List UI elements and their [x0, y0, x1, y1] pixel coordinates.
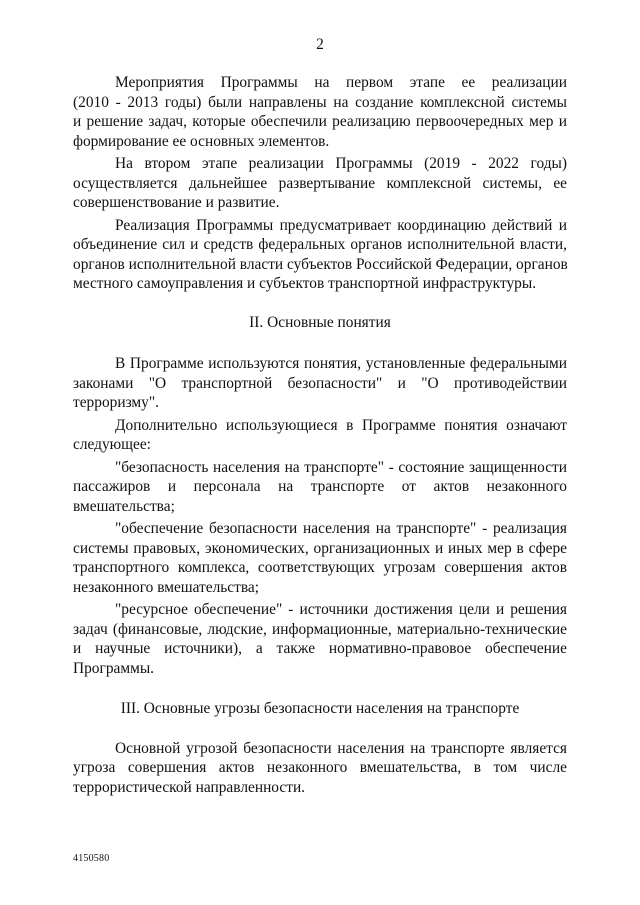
paragraph-line: и научные источники), а также нормативно-правовое обеспечение	[73, 640, 567, 657]
paragraph-line: "безопасность населения на транспорте" - состояние защищенности	[115, 458, 567, 476]
paragraph-line: формирование ее основных элементов.	[73, 132, 330, 150]
paragraph-line: местного самоуправления и субъектов транспортной инфраструктуры.	[73, 275, 537, 292]
document-code: 4150580	[73, 853, 110, 864]
paragraph-line: Реализация Программы предусматривает координацию действий и	[115, 216, 567, 234]
paragraph-line: осуществляется дальнейшее развертывание комплексной системы, ее	[73, 174, 567, 192]
paragraph-line: и решение задач, которые обеспечили реализацию первоочередных мер и	[73, 113, 567, 130]
paragraph-line: терроризму".	[73, 394, 160, 411]
paragraph-line: объединение сил и средств федеральных органов исполнительной власти,	[73, 236, 567, 253]
paragraph-main-threat	[73, 739, 567, 798]
paragraph-line: совершенствование и развитие.	[73, 194, 280, 211]
paragraph-line: транспортного комплекса, соответствующих угрозам совершения актов	[73, 559, 567, 576]
paragraph-line: пассажиров и персонала на транспорте от актов незаконного	[73, 478, 567, 495]
paragraph-line: органов исполнительной власти субъектов Российской Федерации, органов	[73, 255, 568, 273]
definition-security-provision	[73, 519, 567, 597]
section-heading-main-threats: III. Основные угрозы безопасности населения на транспорте	[120, 700, 520, 717]
paragraph-concepts-laws	[73, 354, 567, 413]
page-number: 2	[316, 36, 324, 53]
paragraph-additional-concepts	[73, 416, 567, 455]
document-body	[73, 73, 567, 797]
paragraph-line: Программы.	[73, 659, 155, 677]
paragraph-line: "обеспечение безопасности населения на транспорте" - реализация	[115, 520, 567, 537]
paragraph-line: системы правовых, экономических, организационных и иных мер в сфере	[73, 539, 567, 557]
paragraph-line: "ресурсное обеспечение" - источники достижения цели и решения	[115, 601, 567, 618]
paragraph-line: Мероприятия Программы на первом этапе ее реализации	[115, 74, 567, 91]
paragraph-line: незаконного вмешательства;	[73, 578, 260, 596]
definition-resource-provision	[73, 600, 567, 678]
paragraph-line: Основной угрозой безопасности населения на транспорте является	[115, 739, 567, 757]
paragraph-line: задач (финансовые, людские, информационные, материально-технические	[73, 620, 567, 638]
paragraph-program-first-stage	[73, 73, 567, 151]
paragraph-line: следующее:	[73, 436, 151, 453]
paragraph-line: (2010 - 2013 годы) были направлены на создание комплексной системы	[73, 93, 567, 111]
paragraph-line: террористической направленности.	[73, 778, 306, 796]
paragraph-line: угроза совершения актов незаконного вмешательства, в том числе	[73, 759, 567, 776]
paragraph-program-second-stage	[73, 154, 567, 213]
paragraph-line: вмешательства;	[73, 497, 175, 515]
section-heading-basic-concepts: II. Основные понятия	[249, 313, 391, 331]
definition-transport-security	[73, 458, 567, 517]
paragraph-line: Дополнительно использующиеся в Программе понятия означают	[115, 416, 567, 434]
paragraph-program-coordination	[73, 216, 567, 294]
paragraph-line: законами "О транспортной безопасности" и "О противодействии	[73, 374, 567, 392]
paragraph-line: В Программе используются понятия, установленные федеральными	[115, 355, 567, 372]
paragraph-line: На втором этапе реализации Программы (2019 - 2022 годы)	[115, 155, 567, 172]
